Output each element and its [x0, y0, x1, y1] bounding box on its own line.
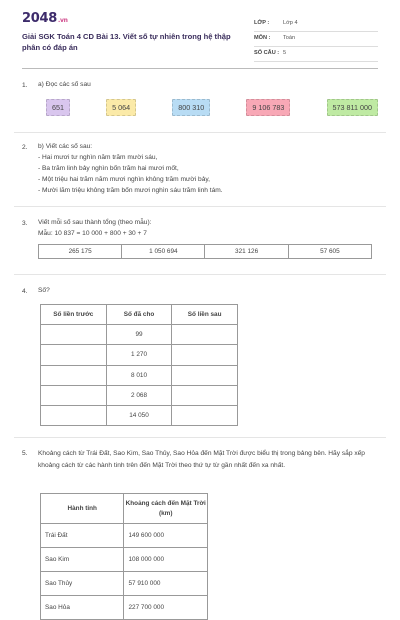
meta-subject-key: MÔN : — [254, 35, 271, 41]
planet-distance: 108 000 000 — [124, 548, 208, 572]
site-logo[interactable] — [22, 11, 68, 26]
answer-cell[interactable] — [172, 385, 238, 405]
q2-line: - Ba trăm linh bảy nghìn bốn trăm hai mươi mốt, — [38, 165, 179, 172]
q4-header: Số liền sau — [172, 305, 238, 325]
meta-count-key: SỐ CÂU : — [254, 50, 280, 56]
q3-number: 3. — [22, 220, 28, 227]
given-number-cell: 99 — [106, 325, 172, 345]
meta-count — [254, 45, 378, 62]
q1-number: 1. — [22, 82, 28, 89]
q3-cell: 1 050 694 — [122, 245, 205, 259]
planet-name: Sao Kim — [41, 548, 124, 572]
answer-cell[interactable] — [172, 365, 238, 385]
table-header-row — [41, 494, 208, 524]
meta-subject-value: Toán — [283, 35, 296, 41]
q2-line: - Một triệu hai trăm năm mươi nghìn không trăm mười bảy, — [38, 176, 210, 183]
table-row — [41, 345, 238, 365]
header-divider — [22, 68, 378, 69]
q5-number: 5. — [22, 450, 28, 457]
q1-number-cards — [46, 99, 378, 116]
table-row — [41, 548, 208, 572]
q2-line: - Hai mươi tư nghìn năm trăm mười sáu, — [38, 154, 158, 161]
question-divider — [14, 437, 386, 438]
answer-cell[interactable] — [172, 325, 238, 345]
q3-table — [38, 244, 372, 259]
q5-header: Khoảng cách đến Mặt Trời (km) — [124, 494, 208, 524]
question-divider — [14, 274, 386, 275]
table-header-row — [41, 305, 238, 325]
number-card: 651 — [46, 99, 70, 116]
q4-number: 4. — [22, 288, 28, 295]
q3-example: Mẫu: 10 837 = 10 000 + 800 + 30 + 7 — [38, 230, 147, 237]
table-row — [41, 524, 208, 548]
table-row — [41, 596, 208, 620]
question-divider — [14, 132, 386, 133]
meta-grade-key: LỚP : — [254, 20, 270, 26]
planet-distance: 227 700 000 — [124, 596, 208, 620]
planet-name: Sao Hỏa — [41, 596, 124, 620]
given-number-cell: 2 068 — [106, 385, 172, 405]
q2-prompt: b) Viết các số sau: — [38, 143, 93, 150]
answer-cell[interactable] — [41, 325, 107, 345]
q3-cell: 265 175 — [39, 245, 122, 259]
given-number-cell: 1 270 — [106, 345, 172, 365]
page-title: Giải SGK Toán 4 CD Bài 13. Viết số tự nhiên trong hệ thập phân có đáp án — [22, 32, 231, 52]
table-row — [41, 325, 238, 345]
q3-cell: 57 605 — [288, 245, 371, 259]
given-number-cell: 14 050 — [106, 405, 172, 425]
planet-name: Sao Thủy — [41, 572, 124, 596]
answer-cell[interactable] — [41, 365, 107, 385]
q3-prompt: Viết mỗi số sau thành tổng (theo mẫu): — [38, 219, 152, 226]
meta-grade-value: Lớp 4 — [283, 20, 298, 26]
planet-distance: 57 910 000 — [124, 572, 208, 596]
q4-prompt: Số? — [38, 287, 50, 294]
planet-distance: 149 600 000 — [124, 524, 208, 548]
question-divider — [14, 206, 386, 207]
number-card: 5 064 — [106, 99, 136, 116]
q2-number: 2. — [22, 144, 28, 151]
number-card: 800 310 — [172, 99, 210, 116]
answer-cell[interactable] — [41, 345, 107, 365]
answer-cell[interactable] — [41, 385, 107, 405]
q4-header: Số đã cho — [106, 305, 172, 325]
answer-cell[interactable] — [172, 345, 238, 365]
table-row — [41, 385, 238, 405]
q5-header: Hành tinh — [41, 494, 124, 524]
table-row — [41, 365, 238, 385]
q5-table — [40, 493, 208, 620]
table-row — [41, 405, 238, 425]
number-card: 573 811 000 — [327, 99, 378, 116]
number-card: 9 106 783 — [246, 99, 290, 116]
given-number-cell: 8 010 — [106, 365, 172, 385]
planet-name: Trái Đất — [41, 524, 124, 548]
logo-tld: .vn — [57, 17, 68, 24]
q5-prompt: Khoảng cách từ Trái Đất, Sao Kim, Sao Thủy, Sao Hỏa đến Mặt Trời được biểu thị trong bảng bên. Hãy sắp xếp khoảng cách từ các hành tinh trên đến Mặt Trời theo thứ tự từ gần nhất đến xa nhất. — [38, 450, 365, 469]
logo-text: 2048 — [22, 11, 57, 26]
answer-cell[interactable] — [172, 405, 238, 425]
table-row — [41, 572, 208, 596]
q2-line: - Mười lăm triệu không trăm bốn mươi nghìn sáu trăm linh tám. — [38, 187, 223, 194]
answer-cell[interactable] — [41, 405, 107, 425]
q4-header: Số liền trước — [41, 305, 107, 325]
meta-count-value: 5 — [283, 50, 287, 56]
q4-table — [40, 304, 238, 426]
q3-cell: 321 126 — [205, 245, 288, 259]
q1-prompt: a) Đọc các số sau — [38, 81, 91, 88]
